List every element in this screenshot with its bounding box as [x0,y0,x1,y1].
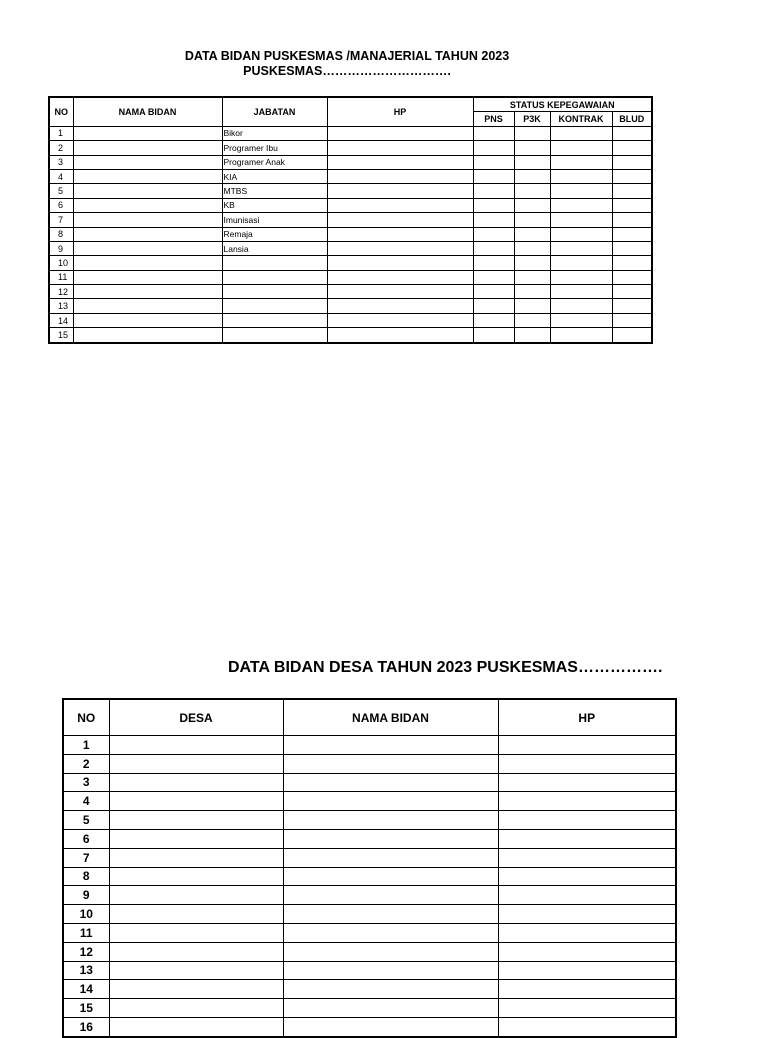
row-hp [498,905,676,924]
table-row [49,299,652,313]
row-blud [612,270,652,284]
row-hp [327,198,473,212]
row-no: 9 [63,886,109,905]
row-no: 9 [49,241,73,255]
row-pns [473,126,514,140]
row-nama-bidan [283,942,498,961]
table-row [49,126,652,140]
row-pns [473,227,514,241]
row-nama-bidan [283,754,498,773]
row-desa [109,754,283,773]
row-blud [612,313,652,327]
row-p3k [514,256,550,270]
row-desa [109,848,283,867]
table-row [49,313,652,327]
row-no: 3 [63,773,109,792]
row-pns [473,313,514,327]
row-no: 8 [49,227,73,241]
row-nama-bidan [283,792,498,811]
row-pns [473,270,514,284]
table-row [49,241,652,255]
row-p3k [514,184,550,198]
row-kontrak [550,184,612,198]
row-hp [498,961,676,980]
row-blud [612,328,652,343]
row-nama-bidan [283,1017,498,1036]
table-row [63,980,676,999]
row-kontrak [550,285,612,299]
row-pns [473,213,514,227]
row-kontrak [550,198,612,212]
header-kontrak: KONTRAK [550,112,612,126]
row-desa [109,792,283,811]
row-nama-bidan [73,313,222,327]
row-jabatan: KIA [222,169,327,183]
row-jabatan: Imunisasi [222,213,327,227]
row-no: 6 [49,198,73,212]
row-pns [473,256,514,270]
row-pns [473,328,514,343]
row-nama-bidan [73,285,222,299]
row-p3k [514,241,550,255]
table-row [63,942,676,961]
row-nama-bidan [73,184,222,198]
header-no: NO [49,97,73,126]
row-hp [327,213,473,227]
row-desa [109,736,283,755]
row-hp [327,256,473,270]
table-row [63,867,676,886]
row-jabatan: Programer Ibu [222,141,327,155]
row-p3k [514,270,550,284]
row-no: 13 [63,961,109,980]
table-row [49,184,652,198]
row-nama-bidan [283,773,498,792]
header-no: NO [63,699,109,736]
row-desa [109,811,283,830]
row-kontrak [550,270,612,284]
row-nama-bidan [283,848,498,867]
row-kontrak [550,241,612,255]
row-kontrak [550,256,612,270]
row-jabatan [222,328,327,343]
row-nama-bidan [73,198,222,212]
row-no: 7 [49,213,73,227]
row-no: 12 [63,942,109,961]
row-kontrak [550,126,612,140]
row-nama-bidan [283,905,498,924]
row-nama-bidan [73,169,222,183]
table-row [49,256,652,270]
header-nama-bidan: NAMA BIDAN [73,97,222,126]
row-hp [498,1017,676,1036]
row-hp [327,270,473,284]
table-row [63,961,676,980]
row-blud [612,241,652,255]
row-blud [612,141,652,155]
row-hp [498,773,676,792]
header-p3k: P3K [514,112,550,126]
row-nama-bidan [283,923,498,942]
row-pns [473,184,514,198]
row-no: 2 [63,754,109,773]
row-no: 10 [63,905,109,924]
row-nama-bidan [73,328,222,343]
table-row [63,754,676,773]
row-no: 1 [49,126,73,140]
row-desa [109,886,283,905]
row-no: 8 [63,867,109,886]
row-nama-bidan [283,961,498,980]
table-row [49,198,652,212]
header-status-kepegawaian: STATUS KEPEGAWAIAN [473,97,652,112]
row-jabatan: Lansia [222,241,327,255]
bidan-desa-table [62,698,677,1038]
row-no: 6 [63,829,109,848]
row-pns [473,299,514,313]
row-pns [473,241,514,255]
table-row [63,1017,676,1036]
row-desa [109,942,283,961]
row-no: 11 [63,923,109,942]
row-desa [109,773,283,792]
table-row [63,773,676,792]
table-row [49,270,652,284]
row-nama-bidan [283,811,498,830]
row-no: 14 [49,313,73,327]
row-p3k [514,126,550,140]
row-no: 11 [49,270,73,284]
row-hp [327,241,473,255]
row-blud [612,198,652,212]
row-blud [612,169,652,183]
row-hp [327,299,473,313]
row-pns [473,198,514,212]
doc1-title-line2: PUSKESMAS…………………………. [243,64,451,78]
row-p3k [514,299,550,313]
row-hp [498,829,676,848]
row-nama-bidan [283,999,498,1018]
header-desa: DESA [109,699,283,736]
row-hp [498,736,676,755]
row-p3k [514,313,550,327]
row-hp [498,923,676,942]
row-nama-bidan [73,213,222,227]
row-hp [327,184,473,198]
table-row [63,792,676,811]
row-hp [327,313,473,327]
row-hp [498,999,676,1018]
header-hp: HP [498,699,676,736]
row-nama-bidan [283,867,498,886]
row-hp [498,867,676,886]
row-hp [327,285,473,299]
table-row [49,141,652,155]
row-kontrak [550,141,612,155]
row-desa [109,923,283,942]
row-nama-bidan [73,155,222,169]
row-p3k [514,227,550,241]
row-p3k [514,213,550,227]
row-no: 14 [63,980,109,999]
table-row [63,999,676,1018]
row-desa [109,1017,283,1036]
row-no: 16 [63,1017,109,1036]
row-hp [498,886,676,905]
header-pns: PNS [473,112,514,126]
row-blud [612,285,652,299]
table-row [63,736,676,755]
row-blud [612,256,652,270]
row-no: 5 [49,184,73,198]
row-nama-bidan [73,256,222,270]
row-no: 4 [49,169,73,183]
header-blud: BLUD [612,112,652,126]
row-blud [612,184,652,198]
row-hp [327,141,473,155]
table-row [49,328,652,343]
row-desa [109,980,283,999]
row-blud [612,155,652,169]
row-hp [498,942,676,961]
row-hp [498,754,676,773]
table-row [63,923,676,942]
row-blud [612,227,652,241]
row-nama-bidan [73,227,222,241]
row-hp [327,126,473,140]
row-kontrak [550,299,612,313]
row-kontrak [550,328,612,343]
row-jabatan [222,270,327,284]
row-hp [498,848,676,867]
row-jabatan: Bikor [222,126,327,140]
row-kontrak [550,213,612,227]
row-no: 15 [49,328,73,343]
row-hp [327,155,473,169]
table-row [49,227,652,241]
doc2-title: DATA BIDAN DESA TAHUN 2023 PUSKESMAS……………. [228,659,663,676]
row-jabatan: Programer Anak [222,155,327,169]
row-jabatan [222,285,327,299]
bidan-puskesmas-table [48,96,653,344]
row-jabatan [222,313,327,327]
row-no: 3 [49,155,73,169]
row-no: 10 [49,256,73,270]
row-hp [498,811,676,830]
row-blud [612,126,652,140]
row-no: 12 [49,285,73,299]
header-nama-bidan: NAMA BIDAN [283,699,498,736]
row-pns [473,155,514,169]
row-p3k [514,141,550,155]
row-no: 5 [63,811,109,830]
row-blud [612,213,652,227]
row-nama-bidan [73,241,222,255]
table-row [63,848,676,867]
row-nama-bidan [283,829,498,848]
row-desa [109,905,283,924]
row-desa [109,961,283,980]
table-row [63,829,676,848]
doc1-title-line1: DATA BIDAN PUSKESMAS /MANAJERIAL TAHUN 2023 [184,49,510,63]
row-no: 13 [49,299,73,313]
table-row [49,155,652,169]
row-pns [473,169,514,183]
table-row [49,169,652,183]
row-pns [473,141,514,155]
row-jabatan: MTBS [222,184,327,198]
row-no: 7 [63,848,109,867]
row-hp [498,980,676,999]
row-kontrak [550,227,612,241]
table-row [63,905,676,924]
row-no: 2 [49,141,73,155]
row-pns [473,285,514,299]
row-no: 1 [63,736,109,755]
row-p3k [514,155,550,169]
row-nama-bidan [283,736,498,755]
row-nama-bidan [283,980,498,999]
row-kontrak [550,313,612,327]
row-hp [327,227,473,241]
row-blud [612,299,652,313]
row-no: 15 [63,999,109,1018]
row-p3k [514,198,550,212]
row-p3k [514,285,550,299]
row-p3k [514,169,550,183]
row-hp [498,792,676,811]
header-hp: HP [327,97,473,126]
table-row [63,886,676,905]
row-jabatan [222,299,327,313]
row-no: 4 [63,792,109,811]
table-row [49,285,652,299]
table-row [63,811,676,830]
row-nama-bidan [73,270,222,284]
row-nama-bidan [73,126,222,140]
row-desa [109,867,283,886]
header-jabatan: JABATAN [222,97,327,126]
row-hp [327,169,473,183]
row-jabatan [222,256,327,270]
row-kontrak [550,155,612,169]
row-p3k [514,328,550,343]
row-jabatan: KB [222,198,327,212]
row-desa [109,829,283,848]
row-nama-bidan [73,141,222,155]
row-kontrak [550,169,612,183]
row-nama-bidan [283,886,498,905]
row-desa [109,999,283,1018]
row-nama-bidan [73,299,222,313]
row-jabatan: Remaja [222,227,327,241]
table-row [49,213,652,227]
row-hp [327,328,473,343]
